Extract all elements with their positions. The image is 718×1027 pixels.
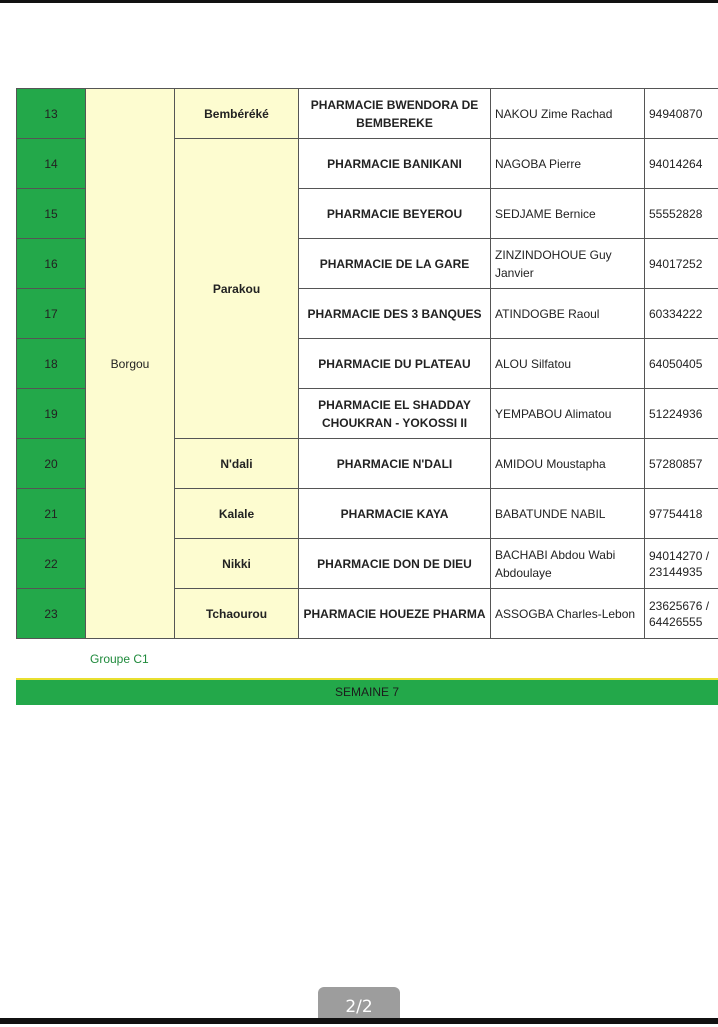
phone-number: 23625676 / 64426555 bbox=[645, 589, 718, 639]
row-number: 22 bbox=[17, 539, 86, 589]
commune-cell: Kalale bbox=[175, 489, 299, 539]
phone-number: 94014264 bbox=[645, 139, 718, 189]
row-number: 15 bbox=[17, 189, 86, 239]
phone-number: 55552828 bbox=[645, 189, 718, 239]
pharmacy-table bbox=[16, 88, 718, 639]
owner-name: SEDJAME Bernice bbox=[491, 189, 645, 239]
owner-name: AMIDOU Moustapha bbox=[491, 439, 645, 489]
owner-name: YEMPABOU Alimatou bbox=[491, 389, 645, 439]
department-cell: Borgou bbox=[86, 89, 175, 639]
owner-name: NAGOBA Pierre bbox=[491, 139, 645, 189]
row-number: 23 bbox=[17, 589, 86, 639]
top-edge-bar bbox=[0, 0, 718, 3]
phone-number: 94940870 bbox=[645, 89, 718, 139]
pharmacy-name: PHARMACIE N'DALI bbox=[299, 439, 491, 489]
commune-cell: Nikki bbox=[175, 539, 299, 589]
pharmacy-name: PHARMACIE DON DE DIEU bbox=[299, 539, 491, 589]
pharmacy-name: PHARMACIE BANIKANI bbox=[299, 139, 491, 189]
commune-cell: Tchaourou bbox=[175, 589, 299, 639]
row-number: 17 bbox=[17, 289, 86, 339]
row-number: 13 bbox=[17, 89, 86, 139]
pharmacy-name: PHARMACIE HOUEZE PHARMA bbox=[299, 589, 491, 639]
pharmacy-name: PHARMACIE KAYA bbox=[299, 489, 491, 539]
group-label: Groupe C1 bbox=[90, 652, 149, 666]
phone-number: 60334222 bbox=[645, 289, 718, 339]
owner-name: BABATUNDE NABIL bbox=[491, 489, 645, 539]
row-number: 19 bbox=[17, 389, 86, 439]
phone-number: 97754418 bbox=[645, 489, 718, 539]
owner-name: NAKOU Zime Rachad bbox=[491, 89, 645, 139]
pharmacy-name: PHARMACIE DU PLATEAU bbox=[299, 339, 491, 389]
pharmacy-name: PHARMACIE BEYEROU bbox=[299, 189, 491, 239]
owner-name: ZINZINDOHOUE Guy Janvier bbox=[491, 239, 645, 289]
phone-number: 64050405 bbox=[645, 339, 718, 389]
row-number: 16 bbox=[17, 239, 86, 289]
table-row bbox=[17, 89, 718, 139]
row-number: 21 bbox=[17, 489, 86, 539]
page-indicator: 2/2 bbox=[318, 987, 400, 1023]
phone-number: 57280857 bbox=[645, 439, 718, 489]
owner-name: ALOU Silfatou bbox=[491, 339, 645, 389]
phone-number: 51224936 bbox=[645, 389, 718, 439]
pharmacy-name: PHARMACIE EL SHADDAY CHOUKRAN - YOKOSSI II bbox=[299, 389, 491, 439]
pharmacy-name: PHARMACIE DE LA GARE bbox=[299, 239, 491, 289]
owner-name: BACHABI Abdou Wabi Abdoulaye bbox=[491, 539, 645, 589]
phone-number: 94017252 bbox=[645, 239, 718, 289]
commune-cell: N'dali bbox=[175, 439, 299, 489]
commune-cell: Bembéréké bbox=[175, 89, 299, 139]
week-header: SEMAINE 7 bbox=[16, 678, 718, 705]
row-number: 14 bbox=[17, 139, 86, 189]
row-number: 20 bbox=[17, 439, 86, 489]
commune-cell: Parakou bbox=[175, 139, 299, 439]
pharmacy-name: PHARMACIE DES 3 BANQUES bbox=[299, 289, 491, 339]
owner-name: ASSOGBA Charles-Lebon bbox=[491, 589, 645, 639]
owner-name: ATINDOGBE Raoul bbox=[491, 289, 645, 339]
row-number: 18 bbox=[17, 339, 86, 389]
pharmacy-name: PHARMACIE BWENDORA DE BEMBEREKE bbox=[299, 89, 491, 139]
phone-number: 94014270 / 23144935 bbox=[645, 539, 718, 589]
bottom-edge-bar bbox=[0, 1018, 718, 1024]
